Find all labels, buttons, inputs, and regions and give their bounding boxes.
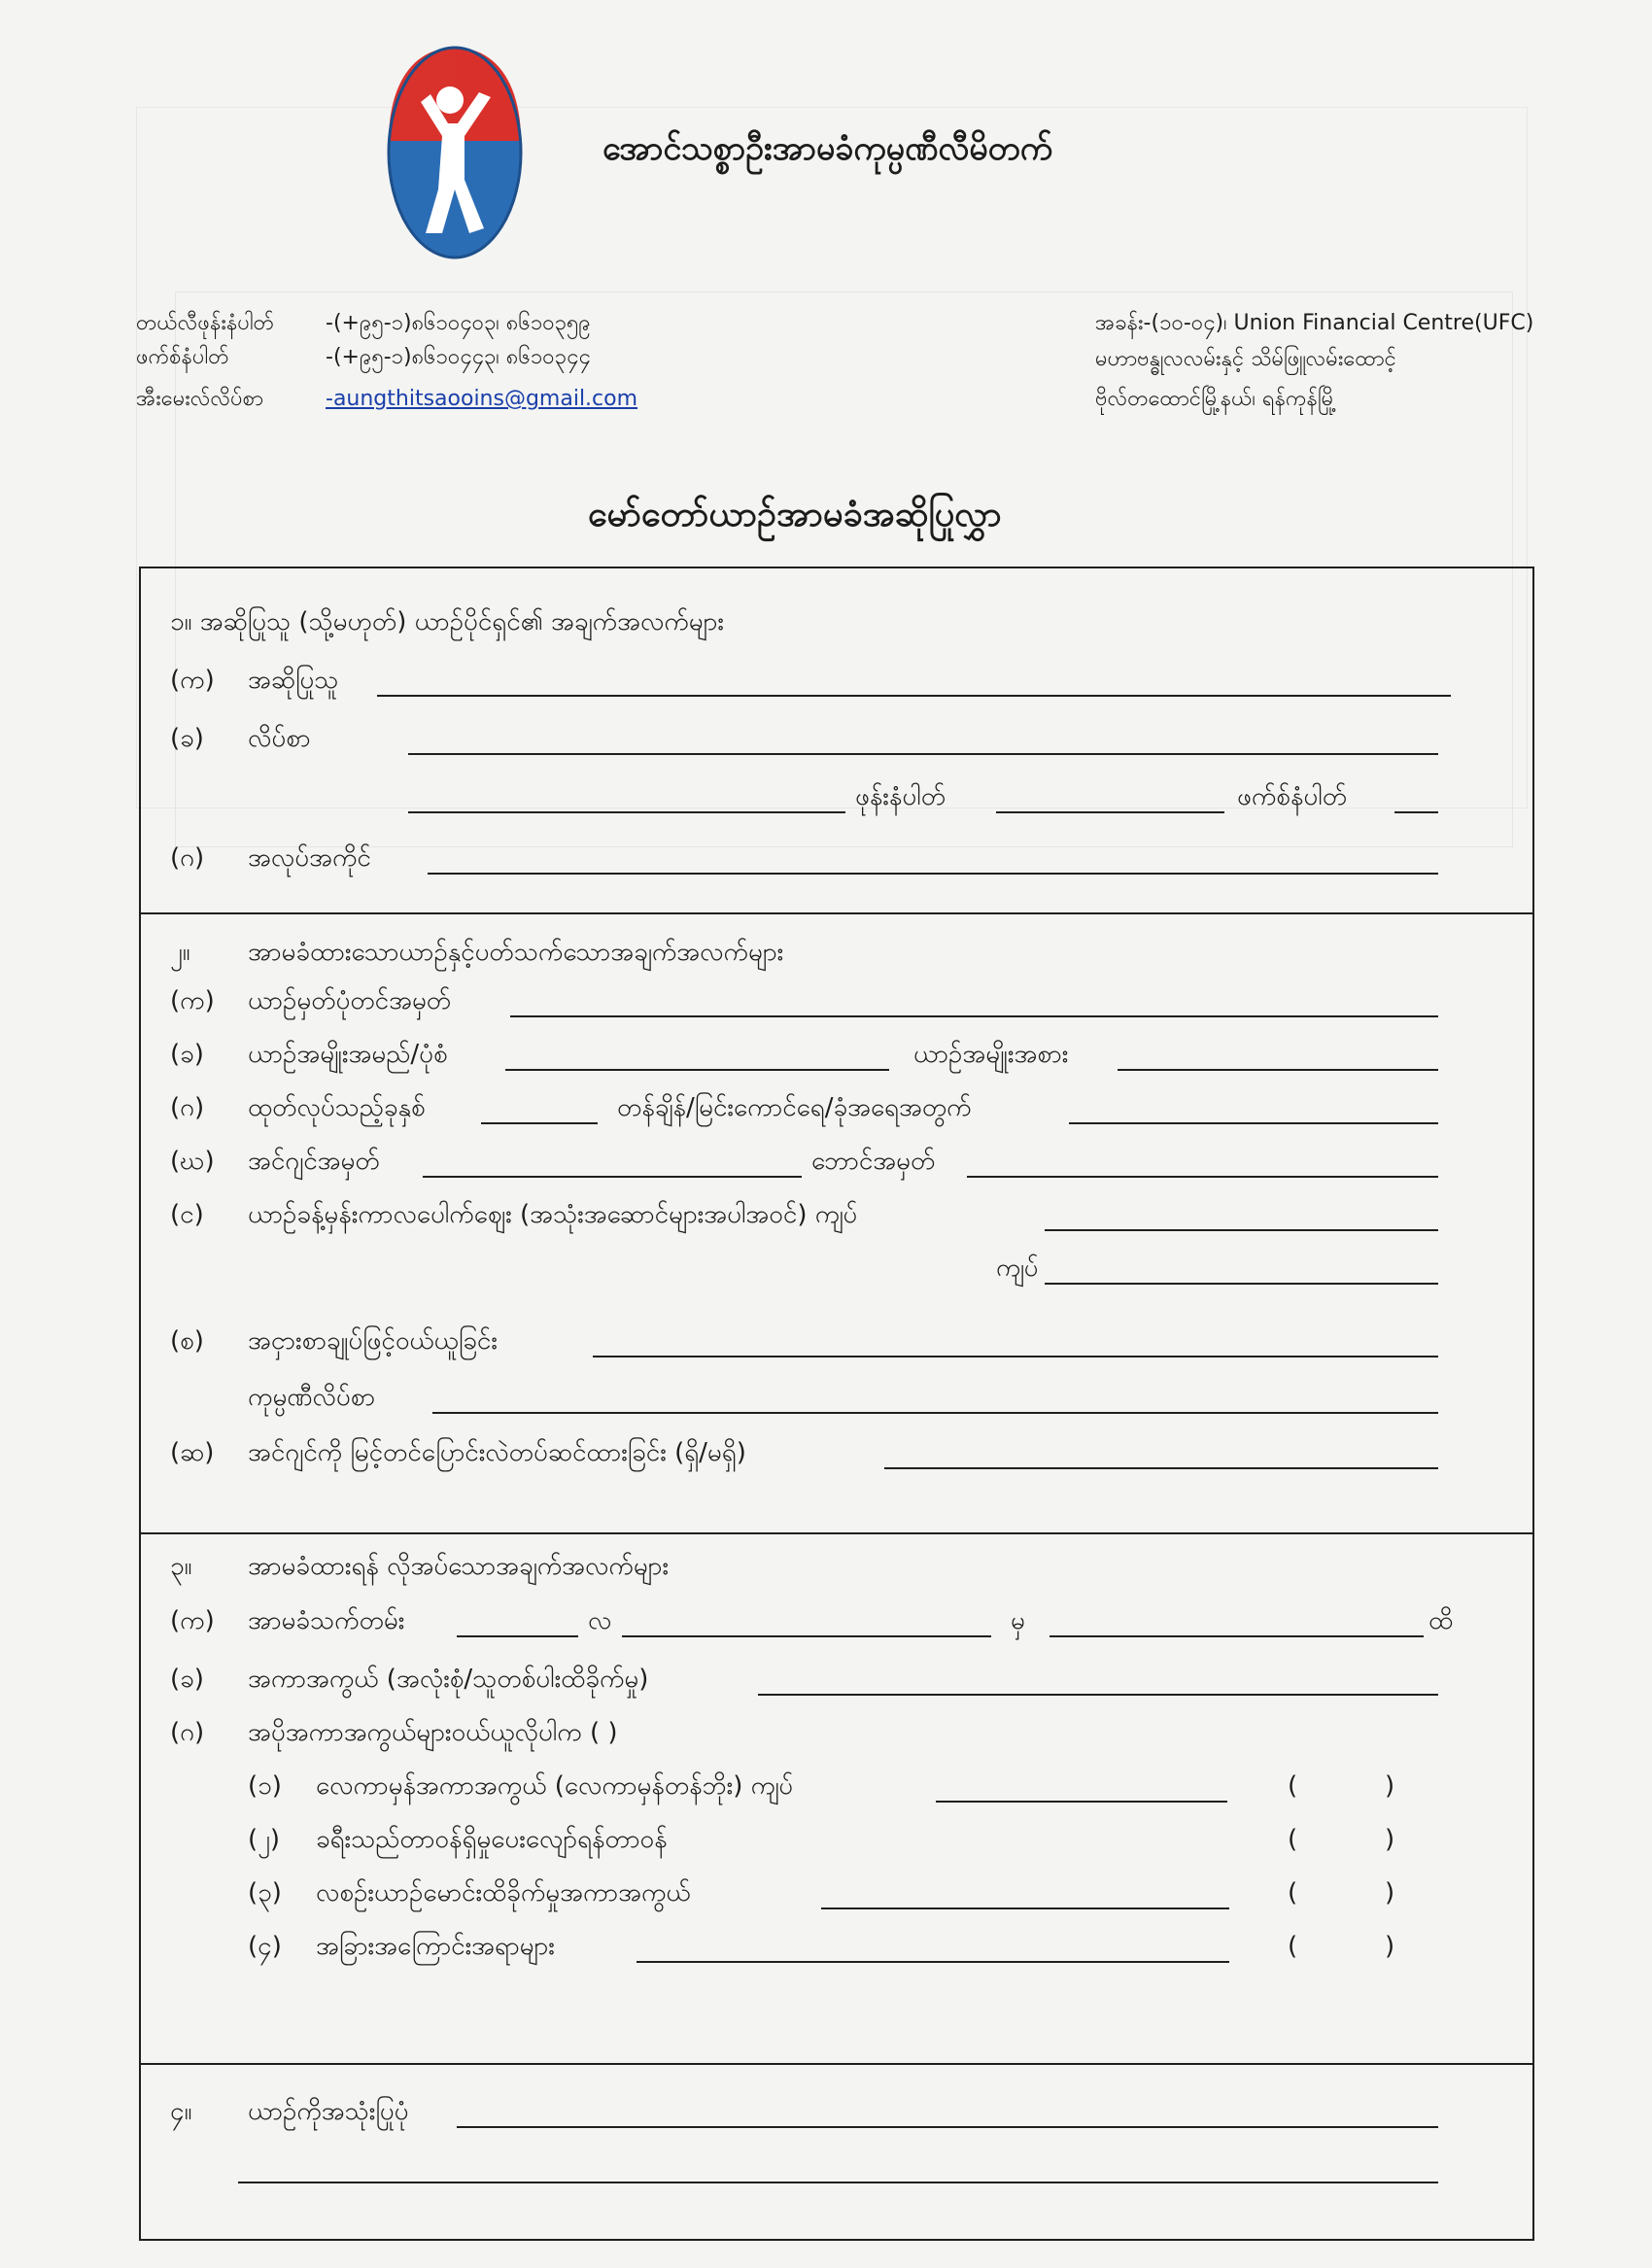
registration-number-field[interactable]: [510, 1015, 1438, 1017]
s2-b2-label: ယာဉ်အမျိုးအစား: [913, 1040, 1069, 1069]
s3-sub1-paren-open: (: [1288, 1771, 1298, 1801]
occupation-field[interactable]: [428, 873, 1438, 875]
s3-a-label: အာမခံသက်တမ်း: [248, 1606, 405, 1635]
company-address-field[interactable]: [432, 1412, 1438, 1414]
section-divider-2: [141, 1532, 1532, 1534]
s3-sub2-paren-open: (: [1288, 1825, 1298, 1854]
windscreen-value-field[interactable]: [936, 1801, 1227, 1803]
fax-field[interactable]: [1394, 811, 1438, 813]
s1-item-c-num: (ဂ): [170, 843, 205, 873]
s2-g-label: အင်ဂျင်ကို မြင့်တင်ပြောင်းလဲတပ်ဆင်ထားခြင်း (ရှိ/မရှိ): [248, 1438, 746, 1467]
s3-sub3-paren-close: ): [1385, 1878, 1395, 1907]
s2-e-label: ယာဉ်ခန့်မှန်းကာလပေါက်ဈေး (အသုံးအဆောင်များအပါအဝင်) ကျပ်: [248, 1200, 858, 1229]
s1-fax-label-visible: ဖက်စ်နံပါတ်: [1237, 782, 1348, 811]
s1-item-a-label: အဆိုပြုသူ: [248, 666, 339, 695]
form-box: [139, 567, 1534, 2241]
address-line-3: ဗိုလ်တထောင်မြို့နယ်၊ ရန်ကုန်မြို့: [1095, 387, 1337, 411]
s3-sub3-num: (၃): [248, 1878, 282, 1907]
s3-sub3-paren-open: (: [1288, 1878, 1298, 1907]
company-name: အောင်သစ္စာဦးအာမခံကုမ္ပဏီလီမိတက်: [602, 129, 1053, 168]
address-field-line2[interactable]: [408, 811, 845, 813]
s3-b-num: (ခ): [170, 1665, 204, 1694]
s3-a-from: မှ: [1011, 1606, 1025, 1635]
s3-b-label: အကာအကွယ် (အလုံးစုံ/သူတစ်ပါးထိခိုက်မှု): [248, 1665, 649, 1694]
s2-d2-label: ဘောင်အမှတ်: [811, 1147, 936, 1176]
engine-number-field[interactable]: [423, 1176, 802, 1178]
s2-f-label: အငှားစာချုပ်ဖြင့်ဝယ်ယူခြင်း: [248, 1326, 498, 1356]
engine-modified-field[interactable]: [884, 1467, 1438, 1469]
section4-heading: ယာဉ်ကိုအသုံးပြုပုံ: [248, 2097, 409, 2126]
fax-value: -(+၉၅-၁)၈၆၁၀၄၄၃၊ ၈၆၁၀၃၄၄: [326, 345, 591, 369]
s1-item-a-num: (က): [170, 666, 215, 695]
s3-sub4-paren-open: (: [1288, 1932, 1298, 1961]
vehicle-type-field[interactable]: [1118, 1069, 1438, 1071]
driver-cover-field[interactable]: [821, 1907, 1229, 1909]
phone-field-real[interactable]: [996, 811, 1224, 813]
s3-sub3-label: လစဉ်းယာဉ်မောင်းထိခိုက်မှုအကာအကွယ်: [316, 1878, 691, 1907]
policy-period-months-field[interactable]: [457, 1635, 578, 1637]
s3-sub4-paren-close: ): [1385, 1932, 1395, 1961]
section1-heading: ၁။ အဆိုပြုသူ (သို့မဟုတ်) ယာဉ်ပိုင်ရှင်၏ အချက်အလက်များ: [170, 607, 725, 636]
s2-c-label: ထုတ်လုပ်သည့်ခုနှစ်: [248, 1093, 426, 1122]
vehicle-usage-field-2[interactable]: [238, 2182, 1438, 2183]
s2-g-num: (ဆ): [170, 1438, 215, 1467]
s3-a-num: (က): [170, 1606, 215, 1635]
email-link[interactable]: -aungthitsaooins@gmail.com: [326, 387, 638, 411]
company-logo: [382, 44, 528, 262]
s2-f2-label: ကုမ္ပဏီလိပ်စာ: [248, 1383, 376, 1412]
s2-b-num: (ခ): [170, 1040, 204, 1069]
chassis-number-field[interactable]: [967, 1176, 1438, 1178]
estimated-value-field-2[interactable]: [1045, 1283, 1438, 1285]
s3-sub1-label: လေကာမှန်အကာအကွယ် (လေကာမှန်တန်ဘိုး) ကျပ်: [316, 1771, 794, 1801]
s1-item-b-num: (ခ): [170, 724, 204, 753]
form-title: မော်တော်ယာဉ်အာမခံအဆိုပြုလွှာ: [588, 495, 1002, 534]
s3-a-mid: လ: [588, 1606, 612, 1635]
s1-phone-label: ဖုန်းနံပါတ်: [855, 782, 946, 811]
hire-purchase-field[interactable]: [593, 1356, 1438, 1357]
s4-num: ၄။: [170, 2097, 192, 2126]
s2-a-label: ယာဉ်မှတ်ပုံတင်အမှတ်: [248, 986, 452, 1015]
s2-b-label: ယာဉ်အမျိုးအမည်/ပုံစံ: [248, 1040, 448, 1069]
s2-c-num: (ဂ): [170, 1093, 205, 1122]
s3-sub4-label: အခြားအကြောင်းအရာများ: [316, 1932, 555, 1961]
phone-label: တယ်လီဖုန်းနံပါတ်: [136, 311, 275, 335]
estimated-value-field[interactable]: [1045, 1229, 1438, 1231]
s1-item-b-label: လိပ်စာ: [248, 724, 311, 753]
address-field[interactable]: [408, 753, 1438, 755]
tonnage-hp-seats-field[interactable]: [1069, 1122, 1438, 1124]
proposer-name-field[interactable]: [377, 695, 1451, 697]
s2-c2-label: တန်ချိန်/မြင်းကောင်ရေ/ခုံအရေအတွက်: [617, 1093, 972, 1122]
phone-value: -(+၉၅-၁)၈၆၁၀၄၀၃၊ ၈၆၁၀၃၅၉: [326, 311, 591, 335]
s3-c-label: အပိုအကာအကွယ်များဝယ်ယူလိုပါက ( ): [248, 1718, 618, 1747]
s2-d-label: အင်ဂျင်အမှတ်: [248, 1147, 380, 1176]
s2-e2-label: ကျပ်: [996, 1254, 1039, 1283]
address-line-2: မဟာဗန္ဓုလလမ်းနှင့် သိမ်ဖြူလမ်းထောင့်: [1095, 347, 1396, 371]
s3-sub4-num: (၄): [248, 1932, 282, 1961]
s3-c-num: (ဂ): [170, 1718, 205, 1747]
s3-sub2-num: (၂): [248, 1825, 281, 1854]
policy-start-field[interactable]: [622, 1635, 991, 1637]
manufacture-year-field[interactable]: [481, 1122, 598, 1124]
s2-num: ၂။: [170, 938, 190, 967]
section-divider-1: [141, 912, 1532, 914]
coverage-type-field[interactable]: [758, 1694, 1438, 1696]
s3-a-to: ထိ: [1428, 1606, 1454, 1635]
section-divider-3: [141, 2063, 1532, 2065]
s3-sub2-label: ခရီးသည်တာဝန်ရှိမှုပေးလျော်ရန်တာဝန်: [316, 1825, 668, 1854]
s2-f-num: (စ): [170, 1326, 204, 1356]
section3-heading: အာမခံထားရန် လိုအပ်သောအချက်အလက်များ: [248, 1552, 670, 1581]
s2-d-num: (ဃ): [170, 1147, 215, 1176]
s2-e-num: (င): [170, 1200, 204, 1229]
s3-sub1-paren-close: ): [1385, 1771, 1395, 1801]
s1-item-c-label: အလုပ်အကိုင်: [248, 843, 371, 873]
policy-end-field[interactable]: [1050, 1635, 1424, 1637]
vehicle-usage-field[interactable]: [457, 2126, 1438, 2128]
other-matters-field[interactable]: [637, 1961, 1229, 1963]
fax-label: ဖက်စ်နံပါတ်: [136, 345, 229, 369]
section2-heading: အာမခံထားသောယာဉ်နှင့်ပတ်သက်သောအချက်အလက်များ: [248, 938, 784, 967]
s3-sub1-num: (၁): [248, 1771, 282, 1801]
vehicle-make-model-field[interactable]: [505, 1069, 889, 1071]
email-label: အီးမေးလ်လိပ်စာ: [136, 387, 264, 411]
s3-num: ၃။: [170, 1552, 192, 1581]
address-line-1: အခန်း-(၁၀-၀၄)၊ Union Financial Centre(UFC): [1095, 311, 1534, 335]
s2-a-num: (က): [170, 986, 215, 1015]
s3-sub2-paren-close: ): [1385, 1825, 1395, 1854]
